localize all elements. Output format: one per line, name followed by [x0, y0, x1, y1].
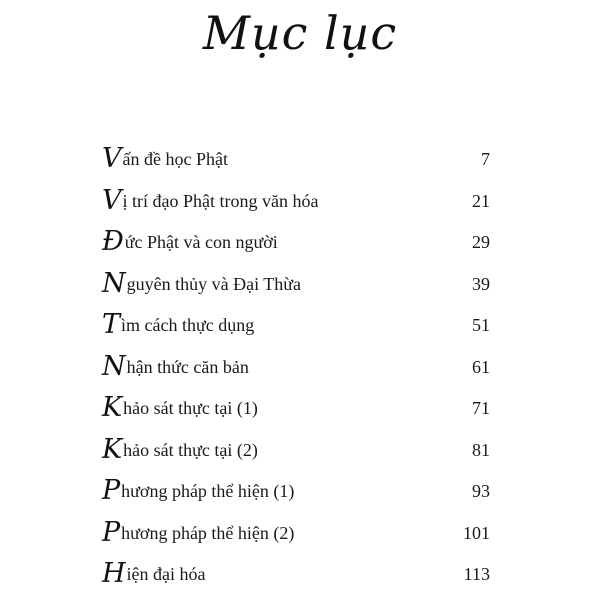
decorative-initial: V [102, 143, 122, 174]
toc-entry-text: hận thức căn bản [126, 356, 249, 377]
toc-entry [102, 554, 490, 596]
decorative-initial: K [102, 392, 123, 423]
toc-page-number: 81 [472, 439, 490, 460]
toc-page-number: 7 [481, 149, 490, 169]
decorative-initial: V [102, 184, 122, 216]
decorative-initial: T [102, 309, 121, 340]
toc-entry [102, 139, 490, 181]
decorative-initial: P [102, 475, 121, 506]
toc-entry-text: hảo sát thực tại (2) [123, 439, 258, 460]
toc-entry-text: ìm cách thực dụng [121, 315, 255, 335]
toc-entry-title [102, 222, 278, 264]
toc-entry-text: hương pháp thể hiện (1) [121, 481, 295, 501]
toc-entry-title [102, 264, 301, 306]
toc-entry-title [102, 305, 254, 347]
toc-page-number: 39 [472, 273, 490, 294]
toc-entry [102, 264, 490, 306]
toc-page-number: 51 [472, 315, 490, 335]
toc-page-number: 101 [463, 522, 490, 543]
toc-entry-title [102, 388, 258, 430]
toc-entry-title [102, 471, 294, 513]
toc-entry-text: hảo sát thực tại (1) [123, 398, 258, 418]
toc-page-number: 93 [472, 481, 490, 501]
toc-entry-title [102, 554, 206, 596]
toc-entry [102, 471, 490, 513]
toc-entry-title [102, 347, 249, 389]
toc-entry-text: ị trí đạo Phật trong văn hóa [122, 190, 319, 211]
decorative-initial: K [102, 433, 123, 465]
decorative-initial: N [102, 267, 126, 299]
table-of-contents [102, 139, 490, 596]
toc-entry-title [102, 513, 294, 555]
toc-entry [102, 305, 490, 347]
toc-entry [102, 181, 490, 223]
decorative-initial: N [102, 350, 126, 382]
toc-entry-text: ức Phật và con người [124, 232, 278, 252]
toc-entry-text: ấn đề học Phật [122, 149, 228, 169]
toc-entry-title [102, 139, 228, 181]
decorative-initial: H [102, 558, 126, 589]
toc-entry-title [102, 181, 318, 223]
toc-page-number: 71 [472, 398, 490, 418]
toc-entry-text: guyên thủy và Đại Thừa [126, 273, 302, 294]
toc-entry [102, 430, 490, 472]
toc-entry [102, 513, 490, 555]
toc-page-number: 29 [472, 232, 490, 252]
toc-page-number: 61 [472, 356, 490, 377]
toc-entry-title [102, 430, 258, 472]
decorative-initial: P [102, 516, 121, 548]
page-title: Mục lục [202, 6, 398, 60]
toc-entry [102, 388, 490, 430]
toc-entry [102, 222, 490, 264]
toc-entry-text: hương pháp thể hiện (2) [121, 522, 295, 543]
toc-entry [102, 347, 490, 389]
toc-page-number: 113 [463, 564, 490, 584]
toc-entry-text: iện đại hóa [126, 564, 206, 584]
toc-page-number: 21 [472, 190, 490, 211]
decorative-initial: Đ [102, 226, 124, 257]
